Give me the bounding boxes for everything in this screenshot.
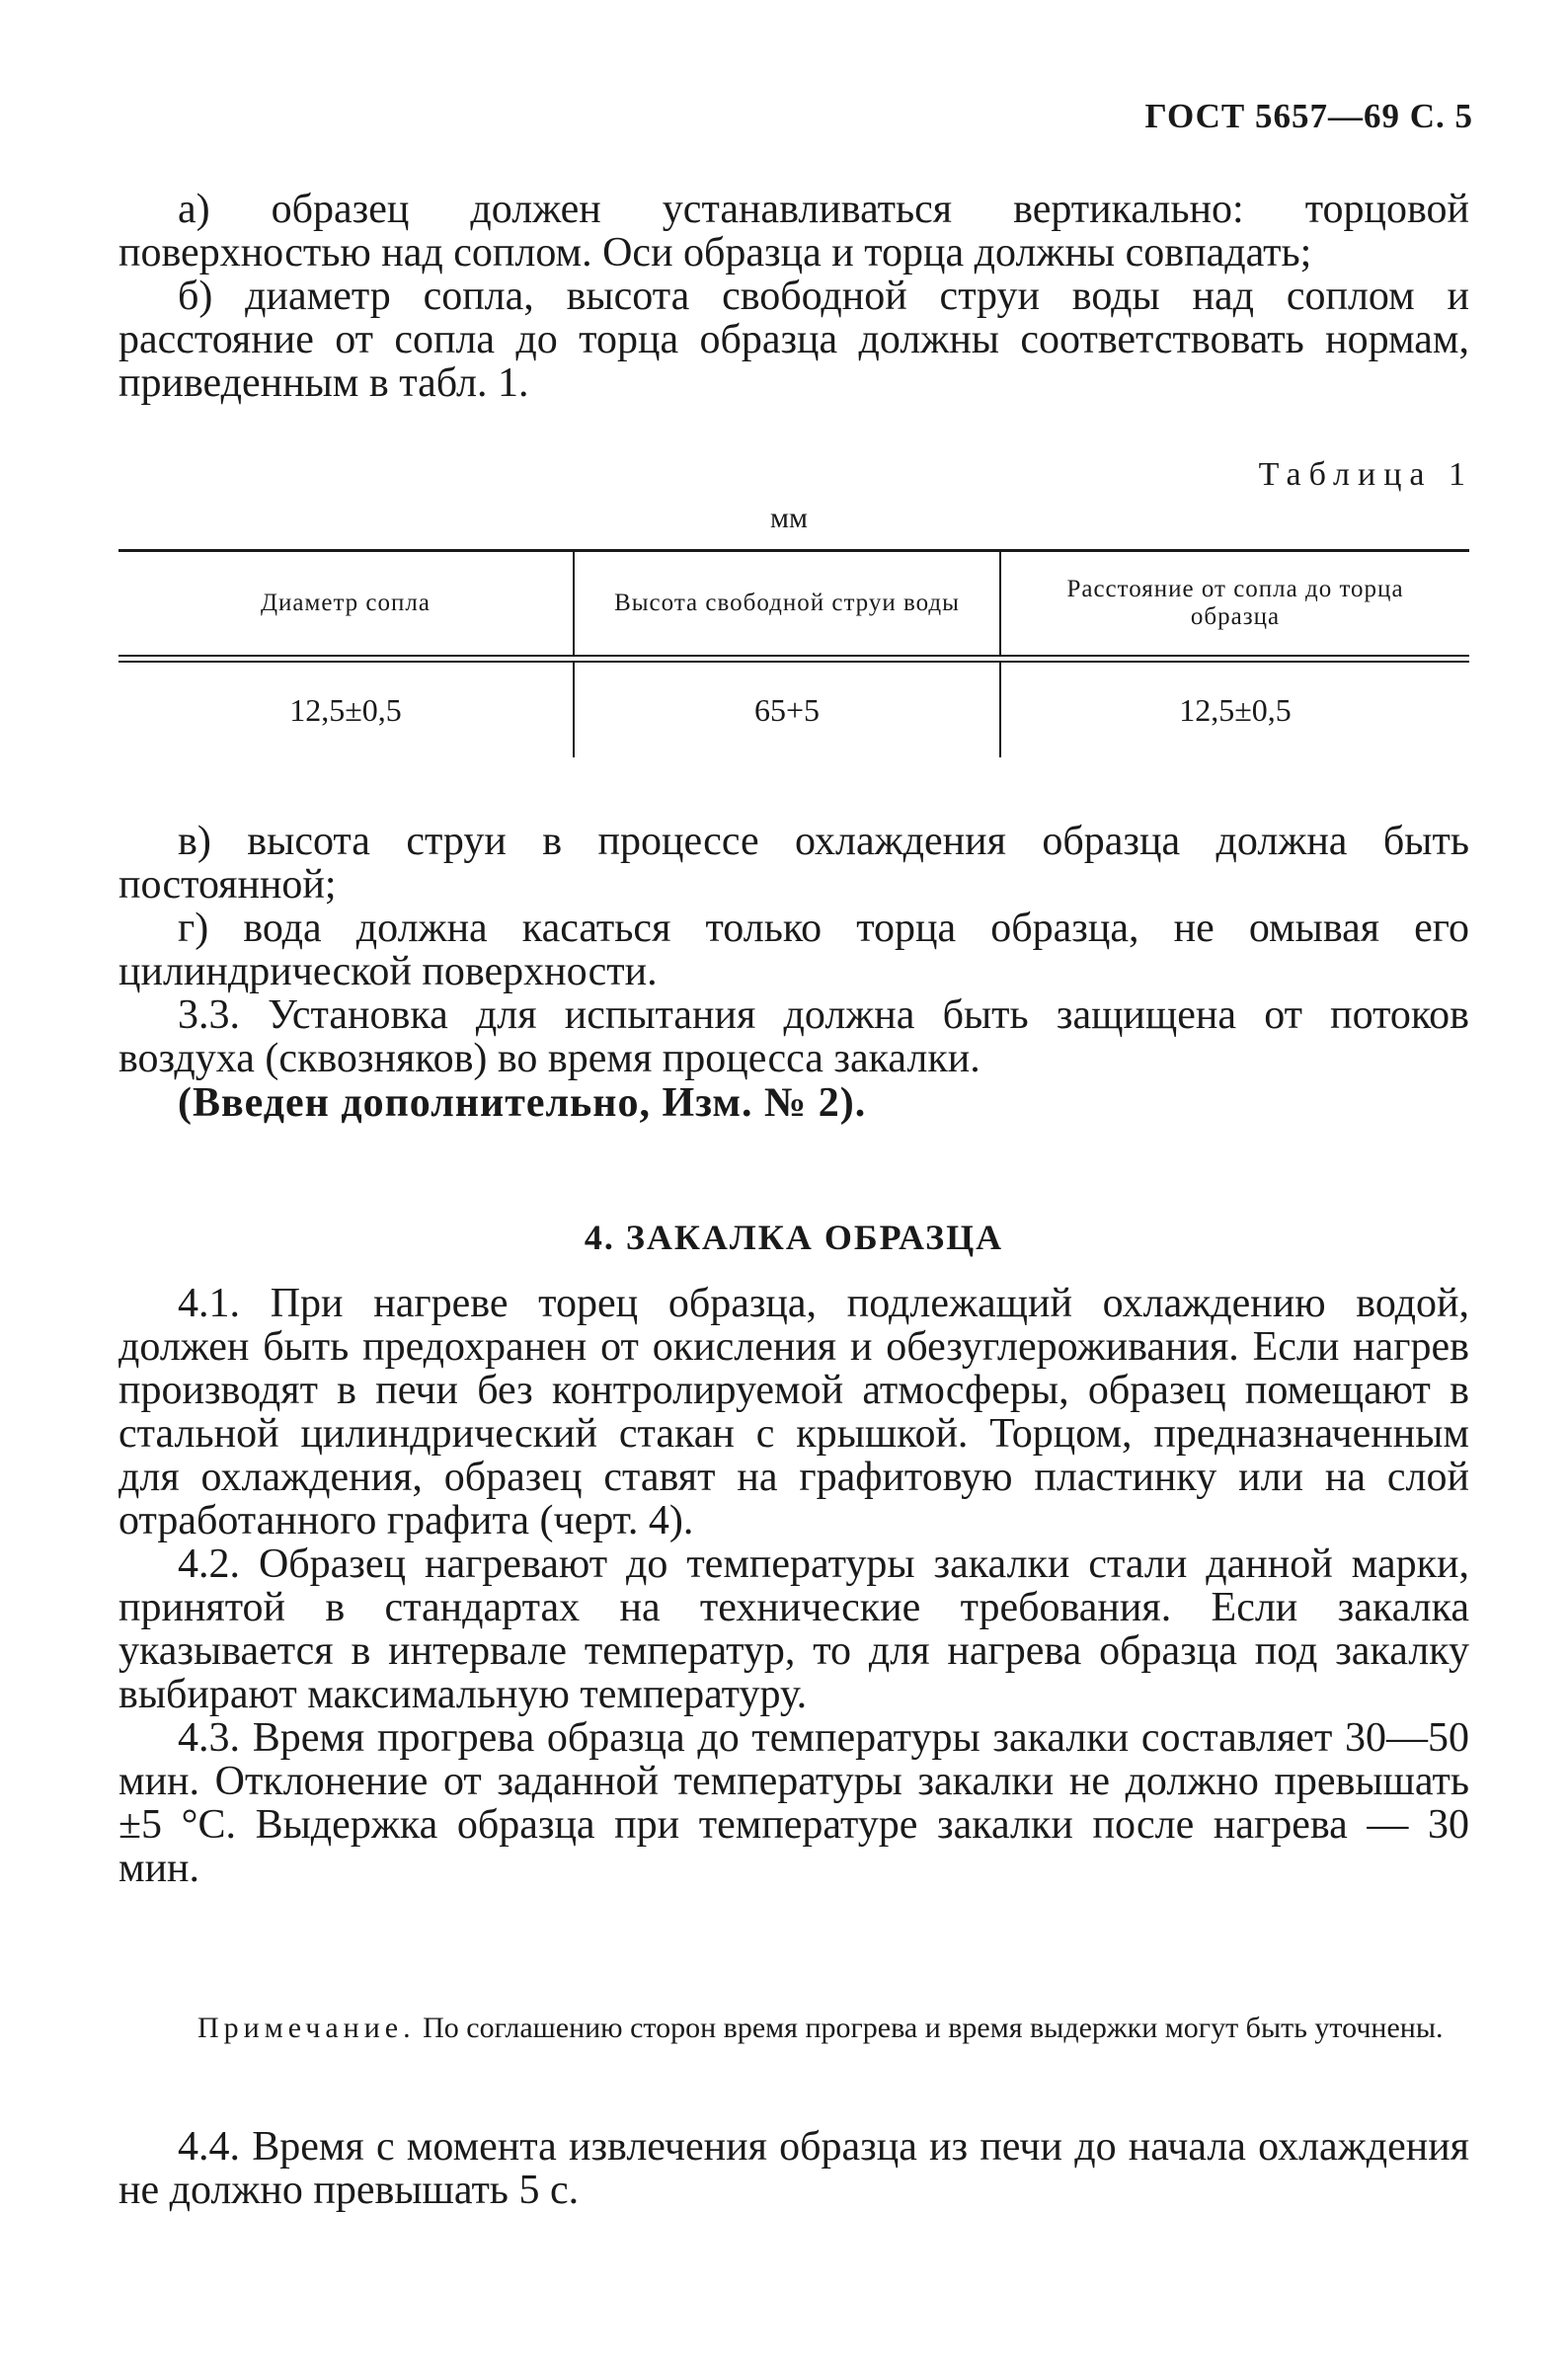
note: [118, 2011, 1469, 2046]
note-label: Примечание.: [197, 2012, 416, 2044]
table-header-cell: Диаметр сопла: [261, 590, 431, 616]
table-header-cell: Высота свободной струи воды: [573, 552, 999, 655]
section-4-title-block: [118, 1217, 1469, 1258]
section-title: 4. ЗАКАЛКА ОБРАЗЦА: [584, 1218, 1004, 1257]
paragraph-4-2: 4.2. Образец нагревают до температуры закалки стали данной марки, принятой в стандартах на технические требования. Если закалка указывается в интервале температур, то для нагрева образца под закалку выбирают максимальную температуру.: [118, 1541, 1469, 1717]
paragraph-4-3: 4.3. Время прогрева образца до температуры закалки составляет 30—50 мин. Отклонение от заданной температуры закалки не должно превышать ±5 °С. Выдержка образца при температуре закалки после нагрева — 30 мин.: [118, 1715, 1469, 1891]
amendment-note: (Введен дополнительно, Изм. № 2).: [178, 1080, 867, 1126]
table-unit: мм: [770, 502, 808, 534]
note-block: [118, 2011, 1469, 2046]
table-header-row: [118, 552, 1469, 655]
table-header-rule: [118, 655, 1469, 663]
paragraph-a: а) образец должен устанавливаться вертикально: торцовой поверхностью над соплом. Оси образца и торца должны совпадать;: [118, 187, 1469, 276]
requirements-block: [118, 820, 1469, 1126]
paragraph-v: в) высота струи в процессе охлаждения образца должна быть постоянной;: [118, 819, 1469, 908]
section-4-body: [118, 1282, 1469, 1890]
table-1: [118, 549, 1469, 757]
note-text: По соглашению сторон время прогрева и время выдержки могут быть уточнены.: [423, 2012, 1444, 2044]
final-block: [118, 2125, 1469, 2212]
paragraph-4-1: 4.1. При нагреве торец образца, подлежащий охлаждению водой, должен быть предохранен от окисления и обезуглероживания. Если нагрев производят в печи без контролируемой атмосферы, образец помещают в стальной цилиндрический стакан с крышкой. Торцом, предназначенным для охлаждения, образец ставят на графитовую пластинку или на слой отработанного графита (черт. 4).: [118, 1281, 1469, 1543]
table-header-cell: Расстояние от сопла до торца образца: [999, 552, 1469, 655]
paragraph-g: г) вода должна касаться только торца образца, не омывая его цилиндрической поверхности.: [118, 906, 1469, 994]
paragraph-4-4: 4.4. Время с момента извлечения образца из печи до начала охлаждения не должно превышать 5 с.: [118, 2124, 1469, 2213]
table-cell: 65+5: [573, 663, 999, 757]
table-cell: 12,5±0,5: [999, 663, 1469, 757]
paragraph-b: б) диаметр сопла, высота свободной струи воды над соплом и расстояние от сопла до торца образца должны соответствовать нормам, приведенным в табл. 1.: [118, 274, 1469, 406]
table-cell: 12,5±0,5: [289, 691, 402, 728]
intro-block: [118, 188, 1469, 405]
table-caption: Таблица 1: [1258, 456, 1473, 493]
table-row: [118, 663, 1469, 757]
running-title: ГОСТ 5657—69 С. 5: [1144, 97, 1473, 135]
paragraph-3-3: 3.3. Установка для испытания должна быть защищена от потоков воздуха (сквозняков) во время процесса закалки.: [118, 992, 1469, 1081]
